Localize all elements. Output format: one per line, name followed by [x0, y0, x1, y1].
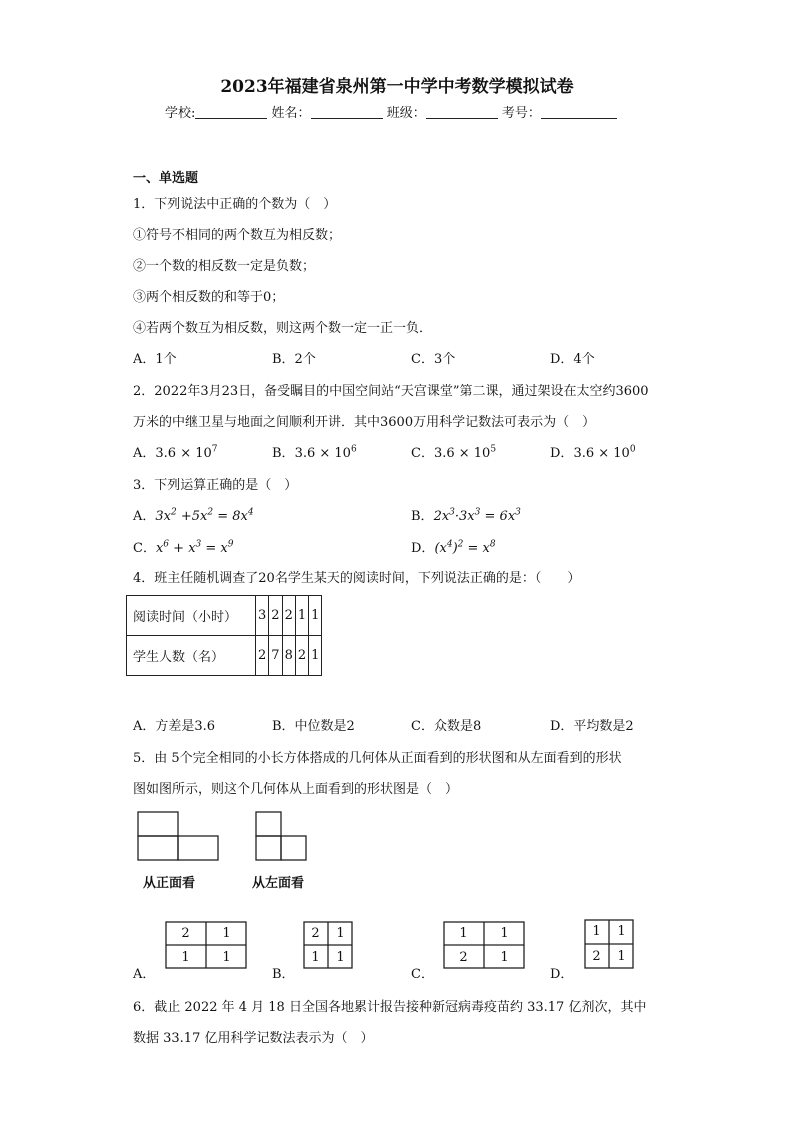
q2-option-c[interactable]: C．$3.6 \times 10^5$: [411, 444, 497, 461]
q5-option-d-grid[interactable]: [584, 919, 634, 969]
q4-option-c[interactable]: C．众数是8: [411, 719, 482, 734]
grid-cell: 1: [336, 925, 345, 941]
q5-option-a-grid[interactable]: [165, 921, 247, 969]
table-row: [127, 596, 322, 636]
table-cell: 1: [295, 596, 308, 636]
front-view-figure: [135, 810, 225, 862]
section-title: 一、单选题: [133, 171, 199, 186]
grid-cell: 1: [336, 949, 345, 965]
q1-statement-3: ③两个相反数的和等于0；: [133, 290, 285, 305]
q2-option-d[interactable]: D．$3.6 \times 10^0$: [550, 444, 636, 461]
grid-cell: 1: [617, 949, 626, 964]
q5-option-b-grid[interactable]: [303, 921, 353, 969]
page-title: 2023年福建省泉州第一中学中考数学模拟试卷: [220, 77, 574, 97]
q3-option-a[interactable]: A．$3x^2 +5x^2 = 8x^4$: [133, 507, 254, 524]
q3-option-d[interactable]: D．$(x^4)^2 = x^8$: [411, 539, 496, 556]
q1-option-c[interactable]: C．3个: [411, 352, 456, 367]
grid-cell: 2: [459, 949, 468, 965]
q2-option-a[interactable]: A．$3.6 \times 10^7$: [133, 444, 218, 461]
grid-cell: 2: [311, 925, 320, 941]
q4-stem: 4．班主任随机调查了20名学生某天的阅读时间，下列说法正确的是：（ ）: [133, 571, 581, 586]
name-label: 姓名：: [271, 106, 311, 121]
class-label: 班级：: [386, 106, 426, 121]
grid-cell: 1: [222, 925, 231, 941]
left-view-label: 从左面看: [252, 876, 305, 891]
q1-option-d[interactable]: D．4个: [550, 352, 595, 367]
grid-cell: 2: [592, 949, 601, 964]
q5-option-c-label[interactable]: C．: [411, 967, 434, 982]
grid-cell: 1: [311, 949, 320, 965]
q5-option-d-label[interactable]: D．: [550, 967, 574, 982]
q5-stem-line-1: 5．由 5个完全相同的小长方体搭成的几何体从正面看到的形状图和从左面看到的形状: [133, 751, 622, 766]
grid-cell: 1: [459, 925, 468, 941]
table-cell: 8: [282, 636, 295, 676]
q5-option-b-label[interactable]: B．: [272, 967, 295, 982]
table-cell: 7: [269, 636, 282, 676]
name-blank[interactable]: [311, 106, 383, 119]
school-label: 学校:: [165, 106, 196, 121]
q5-stem-line-2: 图如图所示，则这个几何体从上面看到的形状图是（ ）: [133, 782, 459, 797]
q1-statement-1: ①符号不相同的两个数互为相反数；: [133, 228, 342, 243]
q2-stem-line-2: 万米的中继卫星与地面之间顺利开讲．其中3600万用科学记数法可表示为（ ）: [133, 415, 596, 430]
table-cell: 1: [309, 596, 322, 636]
q4-option-a[interactable]: A．方差是3.6: [133, 719, 216, 734]
q1-statement-4: ④若两个数互为相反数，则这两个数一定一正一负．: [133, 321, 433, 336]
q4-option-d[interactable]: D．平均数是2: [550, 719, 634, 734]
grid-cell: 2: [181, 925, 190, 941]
q1-stem: 1．下列说法中正确的个数为（ ）: [133, 197, 337, 212]
q1-option-a[interactable]: A．1个: [133, 352, 177, 367]
grid-cell: 1: [181, 949, 190, 965]
table-row: [127, 636, 322, 676]
grid-cell: 1: [592, 924, 601, 939]
table-cell: 2: [269, 596, 282, 636]
q1-statement-2: ②一个数的相反数一定是负数；: [133, 259, 316, 274]
q3-option-b[interactable]: B．$2x^3\cdot 3x^3 = 6x^3$: [411, 507, 521, 524]
q2-stem-line-1: 2．2022年3月23日，备受瞩目的中国空间站“天宫课堂”第二课，通过架设在太空约3600: [133, 384, 649, 399]
grid-cell: 1: [500, 949, 509, 965]
q3-stem: 3．下列运算正确的是（ ）: [133, 478, 298, 493]
table-cell: 3: [256, 596, 269, 636]
table-cell: 2: [282, 596, 295, 636]
reading-time-table: [126, 595, 322, 676]
table-row-label: 学生人数（名）: [127, 636, 256, 676]
q2-option-b[interactable]: B．$3.6 \times 10^6$: [272, 444, 357, 461]
grid-cell: 1: [500, 925, 509, 941]
grid-cell: 1: [222, 949, 231, 965]
front-view-label: 从正面看: [143, 876, 196, 891]
grid-cell: 1: [617, 924, 626, 939]
q6-stem-line-2: 数据 33.17 亿用科学记数法表示为（ ）: [133, 1031, 374, 1046]
exam-no-blank[interactable]: [541, 106, 617, 119]
q4-option-b[interactable]: B．中位数是2: [272, 719, 355, 734]
class-blank[interactable]: [426, 106, 498, 119]
q3-option-c[interactable]: C．$x^6 + x^3 = x^9$: [133, 539, 234, 556]
q1-option-b[interactable]: B．2个: [272, 352, 316, 367]
table-cell: 2: [295, 636, 308, 676]
q6-stem-line-1: 6．截止 2022 年 4 月 18 日全国各地累计报告接种新冠病毒疫苗约 33.17 亿剂次，其中: [133, 1000, 647, 1015]
q5-option-a-label[interactable]: A．: [133, 967, 156, 982]
q5-option-c-grid[interactable]: [443, 921, 525, 969]
left-view-figure: [253, 810, 311, 862]
table-cell: 1: [309, 636, 322, 676]
student-info-line: [165, 102, 617, 121]
exam-no-label: 考号：: [501, 106, 541, 121]
table-row-label: 阅读时间（小时）: [127, 596, 256, 636]
school-blank[interactable]: [195, 106, 267, 119]
table-cell: 2: [256, 636, 269, 676]
